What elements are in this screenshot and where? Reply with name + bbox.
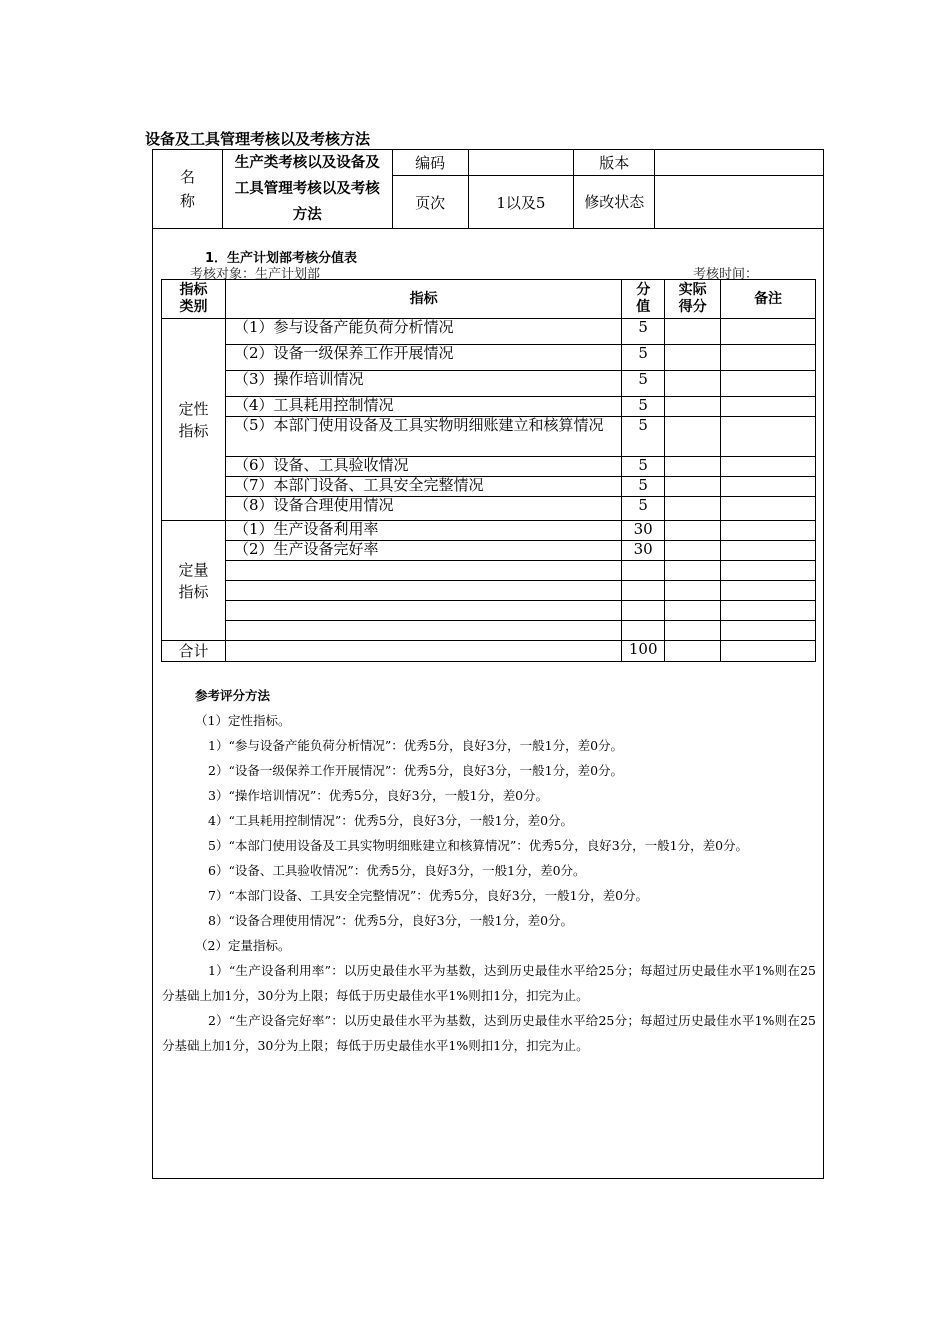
table-row [162,601,816,621]
remark-cell [721,457,816,477]
score-cell: 5 [622,319,665,345]
header-remark: 备注 [721,280,816,319]
indicator-cell: （2）设备一级保养工作开展情况 [225,345,621,371]
actual-cell [665,371,721,397]
actual-cell [665,641,721,662]
actual-cell [665,397,721,417]
qualitative-heading: （1）定性指标。 [195,713,291,728]
quantitative-category: 定量指标 [162,521,226,641]
code-label: 编码 [392,150,468,176]
table-row [162,541,816,561]
table-row [162,561,816,581]
header-actual: 实际得分 [665,280,721,319]
indicator-cell: （2）生产设备完好率 [225,541,621,561]
score-cell: 5 [622,345,665,371]
method-item: 1）“参与设备产能负荷分析情况”：优秀5分，良好3分，一般1分，差0分。 [208,738,624,753]
score-cell [622,581,665,601]
name-label-1: 名 [179,168,195,186]
remark-cell [721,345,816,371]
section-title: 1．生产计划部考核分值表 [205,251,358,266]
header-indicator: 指标 [225,280,621,319]
table-row [162,397,816,417]
table-row [162,345,816,371]
remark-cell [721,417,816,457]
indicator-cell: （8）设备合理使用情况 [225,497,621,521]
remark-cell [721,521,816,541]
name-label-cell [153,150,223,229]
actual-cell [665,541,721,561]
score-cell [622,621,665,641]
actual-cell [665,417,721,457]
table-row [162,417,816,457]
version-value [655,150,824,176]
indicator-cell [225,581,621,601]
method-item: 7）“本部门设备、工具安全完整情况”：优秀5分，良好3分，一般1分，差0分。 [208,888,649,903]
actual-cell [665,319,721,345]
table-row [162,477,816,497]
score-cell: 5 [622,371,665,397]
method-item: 1）“生产设备利用率”：以历史最佳水平为基数，达到历史最佳水平给25分；每超过历史最佳水平1%则在25分基础上加1分，30分为上限；每低于历史最佳水平1%则扣1分，扣完为止。 [162,963,816,1003]
indicator-cell: （3）操作培训情况 [225,371,621,397]
table-row [162,319,816,345]
revision-value [655,176,824,229]
revision-label: 修改状态 [574,176,655,229]
version-label: 版本 [574,150,655,176]
total-score: 100 [622,641,665,662]
method-item: 5）“本部门使用设备及工具实物明细账建立和核算情况”：优秀5分，良好3分，一般1分，差0分。 [208,838,749,853]
indicator-cell [225,561,621,581]
name-label-2: 称 [179,192,195,210]
actual-cell [665,521,721,541]
remark-cell [721,581,816,601]
remark-cell [721,621,816,641]
score-cell: 5 [622,477,665,497]
indicator-cell [225,601,621,621]
remark-cell [721,371,816,397]
quantitative-heading: （2）定量指标。 [195,938,291,953]
remark-cell [721,319,816,345]
total-indicator-cell [225,641,621,662]
indicator-cell: （1）参与设备产能负荷分析情况 [225,319,621,345]
method-item: 6）“设备、工具验收情况”：优秀5分，良好3分，一般1分，差0分。 [208,863,586,878]
total-label: 合计 [162,641,226,662]
page-value: 1以及5 [468,176,574,229]
method-title: 参考评分方法 [195,688,271,703]
score-cell: 5 [622,457,665,477]
remark-cell [721,477,816,497]
header-category: 指标类别 [162,280,226,319]
name-value: 生产类考核以及设备及工具管理考核以及考核方法 [222,150,392,229]
actual-cell [665,497,721,521]
actual-cell [665,345,721,371]
code-value [468,150,574,176]
indicator-cell [225,621,621,641]
score-cell: 5 [622,497,665,521]
document-title: 设备及工具管理考核以及考核方法 [145,130,371,148]
method-item: 3）“操作培训情况”：优秀5分，良好3分，一般1分，差0分。 [208,788,549,803]
table-row [162,581,816,601]
method-item: 2）“设备一级保养工作开展情况”：优秀5分，良好3分，一般1分，差0分。 [208,763,624,778]
page-label: 页次 [392,176,468,229]
table-row [162,371,816,397]
method-item: 2）“生产设备完好率”：以历史最佳水平为基数，达到历史最佳水平给25分；每超过历史最佳水平1%则在25分基础上加1分，30分为上限；每低于历史最佳水平1%则扣1分，扣完为止。 [162,1013,816,1053]
indicator-cell: （4）工具耗用控制情况 [225,397,621,417]
actual-cell [665,477,721,497]
actual-cell [665,621,721,641]
remark-cell [721,641,816,662]
remark-cell [721,601,816,621]
indicator-cell: （7）本部门设备、工具安全完整情况 [225,477,621,497]
scoring-method [162,683,816,1058]
actual-cell [665,581,721,601]
header-table [152,149,824,229]
score-cell [622,601,665,621]
table-row [162,457,816,477]
method-item: 4）“工具耗用控制情况”：优秀5分，良好3分，一般1分，差0分。 [208,813,574,828]
actual-cell [665,457,721,477]
score-cell: 5 [622,397,665,417]
table-row [162,621,816,641]
remark-cell [721,541,816,561]
score-cell: 5 [622,417,665,457]
total-row [162,641,816,662]
header-score: 分值 [622,280,665,319]
method-item: 8）“设备合理使用情况”：优秀5分，良好3分，一般1分，差0分。 [208,913,574,928]
indicator-cell: （5）本部门使用设备及工具实物明细账建立和核算情况 [225,417,621,457]
actual-cell [665,601,721,621]
remark-cell [721,561,816,581]
assessment-time: 考核时间： [693,267,759,282]
assessment-target: 考核对象：生产计划部 [190,267,321,282]
remark-cell [721,397,816,417]
table-row [162,497,816,521]
score-cell: 30 [622,541,665,561]
actual-cell [665,561,721,581]
indicator-cell: （6）设备、工具验收情况 [225,457,621,477]
qualitative-category: 定性指标 [162,319,226,521]
remark-cell [721,497,816,521]
score-cell [622,561,665,581]
score-cell: 30 [622,521,665,541]
score-table [161,279,816,662]
indicator-cell: （1）生产设备利用率 [225,521,621,541]
table-row [162,521,816,541]
